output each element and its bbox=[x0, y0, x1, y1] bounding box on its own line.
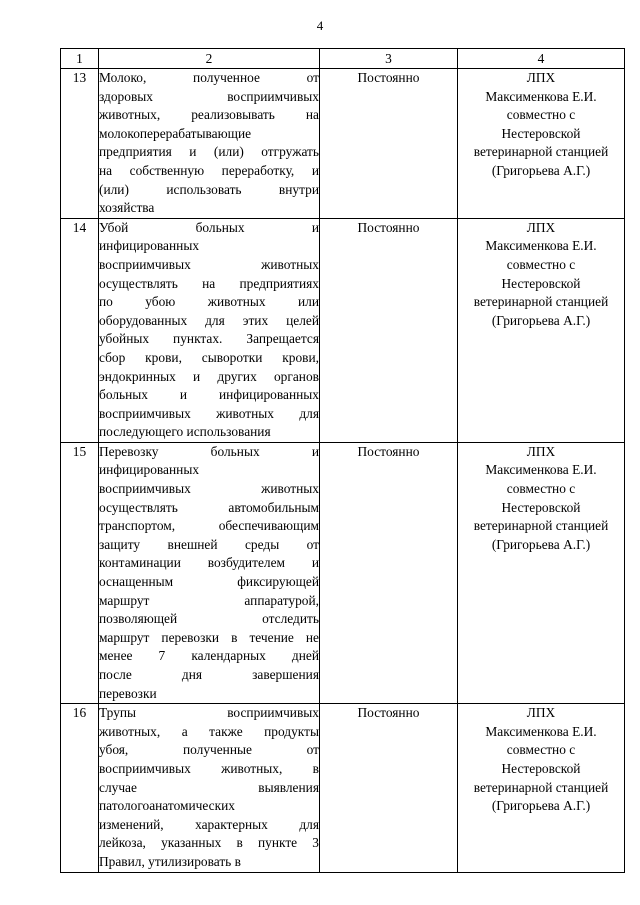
responsible-line: ЛПХ bbox=[526, 443, 556, 459]
measure-text-line: осуществлять на предприятиях bbox=[99, 275, 319, 291]
responsible-line: совместно с bbox=[506, 742, 576, 758]
measure-text-line: позволяющей отследить bbox=[99, 611, 319, 627]
page-number: 4 bbox=[316, 18, 324, 33]
responsible-cell bbox=[458, 442, 625, 703]
measure-text-line: восприимчивых животных bbox=[99, 481, 319, 497]
measure-text-line: сбор крови, сыворотки крови, bbox=[99, 349, 319, 365]
row-number: 13 bbox=[61, 69, 99, 219]
measure-text-line: защиту внешней среды от bbox=[99, 536, 319, 552]
responsible-line: Нестеровской bbox=[501, 125, 581, 141]
row-number: 15 bbox=[61, 442, 99, 703]
responsible-line: Нестеровской bbox=[501, 275, 581, 291]
responsible-line: ЛПХ bbox=[526, 219, 556, 235]
column-header-3: 3 bbox=[320, 49, 458, 69]
measure-text-line: животных, а также продукты bbox=[99, 723, 319, 739]
responsible-line: Нестеровской bbox=[501, 499, 581, 515]
measure-text-line: инфицированных bbox=[99, 462, 200, 478]
responsible-line: совместно с bbox=[506, 107, 576, 123]
measure-text-line: оснащенным фиксирующей bbox=[99, 574, 319, 590]
measure-text-line: Убой больных и bbox=[99, 219, 319, 235]
measure-text-line: по убою животных или bbox=[99, 294, 319, 310]
period-cell: Постоянно bbox=[320, 704, 458, 872]
measure-text-line: маршрут аппаратурой, bbox=[99, 592, 319, 608]
measure-text-line: лейкоза, указанных в пункте 3 bbox=[99, 835, 319, 851]
period-cell: Постоянно bbox=[320, 69, 458, 219]
responsible-cell bbox=[458, 704, 625, 872]
measure-text-line: Правил, утилизировать в bbox=[99, 853, 241, 869]
measure-text-line: предприятия и (или) отгружать bbox=[99, 144, 319, 160]
measure-text-line: восприимчивых животных для bbox=[99, 405, 319, 421]
responsible-line: Максименкова Е.И. bbox=[485, 723, 597, 739]
measure-text-line: изменений, характерных для bbox=[99, 816, 319, 832]
responsible-cell bbox=[458, 69, 625, 219]
responsible-line: (Григорьева А.Г.) bbox=[491, 162, 591, 178]
period-cell: Постоянно bbox=[320, 218, 458, 442]
measure-text-line: случае выявления bbox=[99, 779, 319, 795]
column-header-2: 2 bbox=[99, 49, 320, 69]
table-row bbox=[61, 218, 625, 442]
measure-text-line: оборудованных для этих целей bbox=[99, 312, 319, 328]
measure-text-line: Молоко, полученное от bbox=[99, 70, 319, 85]
row-number: 14 bbox=[61, 218, 99, 442]
measure-text-line: транспортом, обеспечивающим bbox=[99, 518, 319, 534]
measure-text-line: убойных пунктах. Запрещается bbox=[99, 331, 319, 347]
measure-text bbox=[99, 218, 320, 442]
measure-text-line: убоя, полученные от bbox=[99, 742, 319, 758]
responsible-line: совместно с bbox=[506, 256, 576, 272]
measure-text bbox=[99, 704, 320, 872]
table-row bbox=[61, 69, 625, 219]
table-header-row bbox=[61, 49, 625, 69]
responsible-cell bbox=[458, 218, 625, 442]
responsible-line: ЛПХ bbox=[526, 70, 556, 85]
column-header-4: 4 bbox=[458, 49, 625, 69]
measure-text-line: хозяйства bbox=[99, 200, 155, 216]
responsible-line: Максименкова Е.И. bbox=[485, 462, 597, 478]
measure-text-line: осуществлять автомобильным bbox=[99, 499, 319, 515]
measures-table bbox=[60, 48, 625, 873]
measure-text-line: (или) использовать внутри bbox=[99, 181, 319, 197]
responsible-line: (Григорьева А.Г.) bbox=[491, 536, 591, 552]
measure-text-line: здоровых восприимчивых bbox=[99, 88, 319, 104]
responsible-line: ветеринарной станцией bbox=[473, 144, 609, 160]
measure-text-line: эндокринных и других органов bbox=[99, 368, 319, 384]
measure-text-line: патологоанатомических bbox=[99, 798, 235, 814]
measure-text-line: менее 7 календарных дней bbox=[99, 648, 319, 664]
responsible-line: ЛПХ bbox=[526, 705, 556, 721]
measure-text-line: больных и инфицированных bbox=[99, 387, 319, 403]
measure-text-line: инфицированных bbox=[99, 238, 200, 254]
measure-text-line: контаминации возбудителем и bbox=[99, 555, 319, 571]
measure-text-line: после дня завершения bbox=[99, 667, 319, 682]
measure-text bbox=[99, 442, 320, 703]
table-row bbox=[61, 704, 625, 872]
measure-text-line: последующего использования bbox=[99, 424, 271, 440]
measure-text bbox=[99, 69, 320, 219]
measure-text-line: восприимчивых животных bbox=[99, 256, 319, 272]
measure-text-line: молокоперерабатывающие bbox=[99, 125, 252, 141]
row-number: 16 bbox=[61, 704, 99, 872]
responsible-line: (Григорьева А.Г.) bbox=[491, 312, 591, 328]
measure-text-line: животных, реализовывать на bbox=[99, 107, 319, 123]
measure-text-line: восприимчивых животных, в bbox=[99, 760, 319, 776]
measure-text-line: Трупы восприимчивых bbox=[99, 705, 319, 721]
measure-text-line: перевозки bbox=[99, 685, 157, 701]
table-row bbox=[61, 442, 625, 703]
responsible-line: Нестеровской bbox=[501, 760, 581, 776]
measure-text-line: маршрут перевозки в течение не bbox=[99, 629, 319, 645]
column-header-1: 1 bbox=[61, 49, 99, 69]
responsible-line: ветеринарной станцией bbox=[473, 294, 609, 310]
responsible-line: Максименкова Е.И. bbox=[485, 88, 597, 104]
measure-text-line: на собственную переработку, и bbox=[99, 162, 319, 178]
measure-text-line: Перевозку больных и bbox=[99, 443, 319, 459]
responsible-line: ветеринарной станцией bbox=[473, 518, 609, 534]
responsible-line: ветеринарной станцией bbox=[473, 779, 609, 795]
responsible-line: Максименкова Е.И. bbox=[485, 238, 597, 254]
responsible-line: совместно с bbox=[506, 481, 576, 497]
responsible-line: (Григорьева А.Г.) bbox=[491, 798, 591, 814]
period-cell: Постоянно bbox=[320, 442, 458, 703]
